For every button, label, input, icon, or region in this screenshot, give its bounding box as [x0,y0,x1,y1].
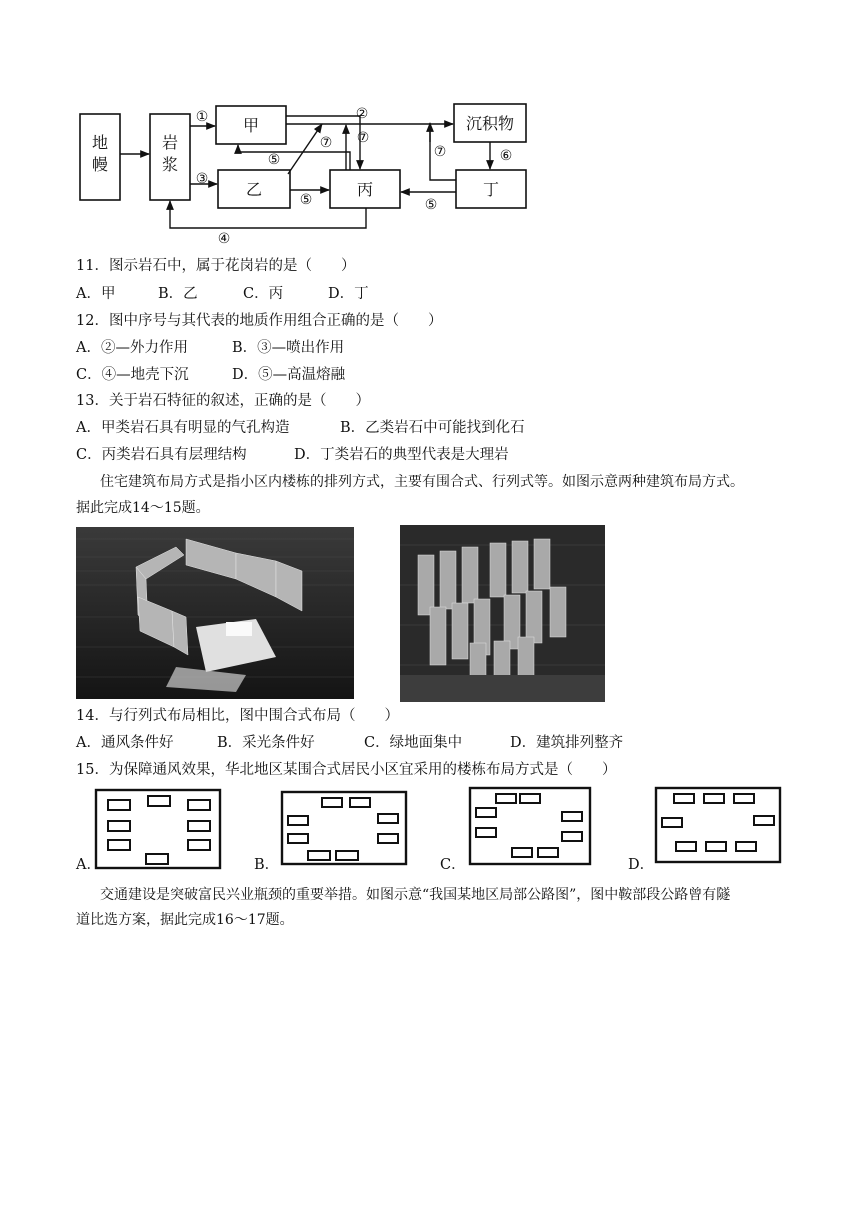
q12-option-b: B．③—喷出作用 [232,340,345,356]
q12-option-a: A．②—外力作用 [76,340,188,356]
q15-stem: 15．为保障通风效果，华北地区某围合式居民小区宜采用的楼栋布局方式是（ ） [76,762,617,778]
number-5b: ⑤ [299,192,313,208]
q13-option-b: B．乙类岩石中可能找到化石 [340,420,525,436]
q11-option-b: B．乙 [158,286,198,302]
q13-option-a: A．甲类岩石具有明显的气孔构造 [76,420,290,436]
number-7b: ⑦ [356,130,370,146]
q14-option-b: B．采光条件好 [217,735,315,751]
number-4: ④ [217,231,231,247]
mantle-label-top: 地 [91,133,109,152]
rock-cycle-diagram [70,96,540,252]
q13-option-c: C．丙类岩石具有层理结构 [76,447,247,463]
q14-option-d: D．建筑排列整齐 [510,735,624,751]
q15-option-c-label: C． [440,857,466,873]
q15-option-a-layout [94,788,224,872]
enclosed-layout-photo [76,527,354,699]
q11-option-c: C．丙 [243,286,284,302]
number-7c: ⑦ [433,144,447,160]
q15-option-d-layout [654,786,784,866]
number-5a: ⑤ [267,152,281,168]
magma-label-top: 岩 [161,133,179,152]
q11-stem: 11．图示岩石中，属于花岗岩的是（ ） [76,258,356,274]
q15-option-c-layout [468,786,594,868]
bing-label: 丙 [356,180,374,199]
q13-stem: 13．关于岩石特征的叙述，正确的是（ ） [76,393,370,409]
q12-option-d: D．⑤—高温熔融 [232,367,346,383]
number-3: ③ [195,171,209,187]
number-7a: ⑦ [319,135,333,151]
intro-14-line-1: 住宅建筑布局方式是指小区内楼栋的排列方式，主要有围合式、行列式等。如图示意两种建筑布局方式。 [100,474,744,490]
intro-16-line-2: 道比选方案，据此完成16～17题。 [76,912,294,928]
q15-option-d-label: D． [628,857,655,873]
jia-label: 甲 [242,116,260,135]
q13-option-d: D．丁类岩石的典型代表是大理岩 [294,447,509,463]
mantle-label-bottom: 幔 [91,155,109,174]
number-6: ⑥ [499,148,513,164]
number-5c: ⑤ [424,197,438,213]
ding-label: 丁 [482,180,500,199]
q11-option-a: A．甲 [76,286,116,302]
number-2: ② [355,106,369,122]
intro-16-line-1: 交通建设是突破富民兴业瓶颈的重要举措。如图示意“我国某地区局部公路图”，图中鞍部段公路曾有隧 [100,887,731,903]
intro-14-line-2: 据此完成14～15题。 [76,500,210,516]
q11-option-d: D．丁 [328,286,369,302]
q14-stem: 14．与行列式布局相比，图中围合式布局（ ） [76,708,399,724]
number-1: ① [195,109,209,125]
row-layout-photo [400,525,605,702]
sediment-label: 沉积物 [465,114,515,133]
q14-option-c: C．绿地面集中 [364,735,463,751]
q12-option-c: C．④—地壳下沉 [76,367,189,383]
q12-stem: 12．图中序号与其代表的地质作用组合正确的是（ ） [76,313,443,329]
magma-label-bottom: 浆 [161,155,179,174]
q15-option-b-label: B． [254,857,280,873]
q15-option-a-label: A． [76,857,101,873]
q15-option-b-layout [280,790,410,868]
yi-label: 乙 [245,180,263,199]
q14-option-a: A．通风条件好 [76,735,174,751]
